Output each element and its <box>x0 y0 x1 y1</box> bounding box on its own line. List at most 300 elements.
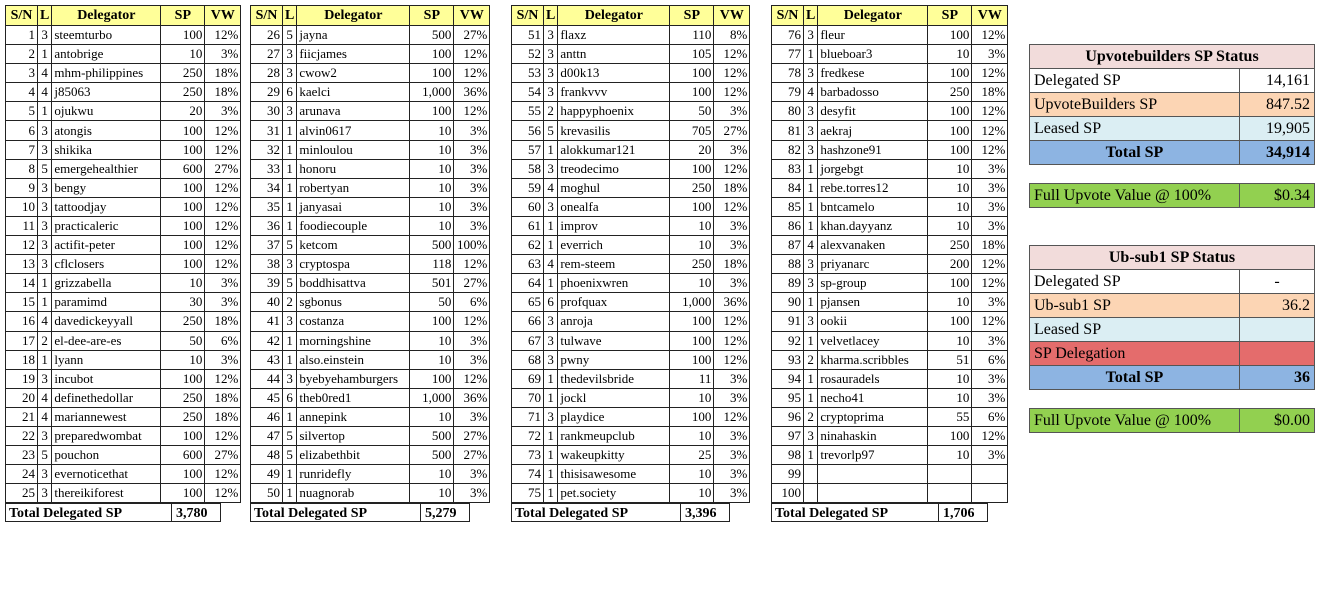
cell-vw: 12% <box>205 197 241 216</box>
cell-vw: 3% <box>454 465 490 484</box>
cell-sp: 250 <box>161 83 205 102</box>
cell-sn: 53 <box>512 64 544 83</box>
table-row <box>251 331 490 350</box>
cell-vw: 3% <box>454 407 490 426</box>
cell-sp: 55 <box>928 407 972 426</box>
total-delegated-value: 1,706 <box>939 503 988 522</box>
table-row <box>772 274 1008 293</box>
cell-delegator: cryptospa <box>297 255 410 274</box>
cell-sp: 50 <box>670 102 714 121</box>
cell-delegator: pouchon <box>52 446 161 465</box>
sub-delegated-label: Delegated SP <box>1030 270 1240 294</box>
cell-vw: 12% <box>205 236 241 255</box>
cell-l: 3 <box>283 255 297 274</box>
cell-delegator: anttn <box>558 45 670 64</box>
column-header-sp: SP <box>928 6 972 26</box>
sub-total-value: 36 <box>1240 366 1315 390</box>
cell-vw: 27% <box>714 121 750 140</box>
cell-vw <box>972 465 1008 484</box>
cell-l: 3 <box>544 45 558 64</box>
cell-sp: 10 <box>928 369 972 388</box>
cell-vw: 3% <box>454 216 490 235</box>
column-header-sp: SP <box>161 6 205 26</box>
table-row <box>6 121 241 140</box>
cell-sn: 19 <box>6 369 38 388</box>
cell-l: 3 <box>283 45 297 64</box>
cell-sp: 10 <box>928 388 972 407</box>
cell-sp: 250 <box>670 255 714 274</box>
cell-sp <box>928 484 972 503</box>
table-row <box>251 159 490 178</box>
cell-l: 4 <box>804 236 818 255</box>
cell-sn: 6 <box>6 121 38 140</box>
cell-l: 4 <box>38 407 52 426</box>
table-row <box>512 274 750 293</box>
cell-l: 2 <box>804 350 818 369</box>
cell-delegator: morningshine <box>297 331 410 350</box>
cell-sp: 10 <box>928 197 972 216</box>
cell-sn: 51 <box>512 26 544 45</box>
cell-vw: 12% <box>454 312 490 331</box>
table-row <box>772 350 1008 369</box>
cell-l: 1 <box>804 197 818 216</box>
cell-sp: 105 <box>670 45 714 64</box>
cell-delegator: barbadosso <box>818 83 928 102</box>
column-header-delegator: Delegator <box>818 6 928 26</box>
cell-delegator: ookii <box>818 312 928 331</box>
cell-sn: 62 <box>512 236 544 255</box>
cell-delegator: janyasai <box>297 197 410 216</box>
table-row <box>772 484 1008 503</box>
cell-delegator: arunava <box>297 102 410 121</box>
cell-vw: 12% <box>205 465 241 484</box>
table-row <box>6 159 241 178</box>
cell-delegator: also.einstein <box>297 350 410 369</box>
cell-delegator: improv <box>558 216 670 235</box>
cell-delegator: minloulou <box>297 140 410 159</box>
cell-l: 4 <box>38 83 52 102</box>
table-row <box>512 45 750 64</box>
cell-delegator: moghul <box>558 178 670 197</box>
cell-sp: 10 <box>670 388 714 407</box>
cell-sn: 28 <box>251 64 283 83</box>
cell-sn: 98 <box>772 446 804 465</box>
cell-sn: 56 <box>512 121 544 140</box>
cell-l: 4 <box>38 388 52 407</box>
cell-l: 1 <box>804 369 818 388</box>
cell-sn: 47 <box>251 426 283 445</box>
ub-full-upvote-table <box>1029 183 1315 208</box>
cell-vw: 27% <box>454 26 490 45</box>
table-row <box>772 293 1008 312</box>
cell-vw: 3% <box>972 293 1008 312</box>
table-row <box>251 236 490 255</box>
column-header-delegator: Delegator <box>52 6 161 26</box>
table-row <box>512 178 750 197</box>
cell-l: 1 <box>544 484 558 503</box>
column-header-l: L <box>38 6 52 26</box>
cell-sp: 10 <box>670 236 714 255</box>
cell-l: 6 <box>544 293 558 312</box>
cell-vw: 18% <box>972 236 1008 255</box>
cell-vw: 3% <box>972 446 1008 465</box>
cell-delegator: alexvanaken <box>818 236 928 255</box>
cell-l: 5 <box>283 426 297 445</box>
cell-vw: 3% <box>454 331 490 350</box>
cell-delegator: rankmeupclub <box>558 426 670 445</box>
cell-l: 3 <box>544 83 558 102</box>
cell-sp: 100 <box>161 236 205 255</box>
cell-l: 3 <box>38 140 52 159</box>
sub-full-upvote-table <box>1029 408 1315 433</box>
cell-sp: 100 <box>410 64 454 83</box>
table-row <box>251 121 490 140</box>
cell-delegator: fredkese <box>818 64 928 83</box>
table-row <box>6 369 241 388</box>
cell-vw: 12% <box>972 426 1008 445</box>
sub-fuv-label: Full Upvote Value @ 100% <box>1030 409 1240 433</box>
table-row <box>6 484 241 503</box>
total-delegated-label: Total Delegated SP <box>5 503 172 522</box>
cell-sn: 63 <box>512 255 544 274</box>
delegator-group-4 <box>771 5 1008 522</box>
cell-sn: 13 <box>6 255 38 274</box>
cell-delegator: trevorlp97 <box>818 446 928 465</box>
cell-vw: 3% <box>714 426 750 445</box>
cell-l: 1 <box>544 216 558 235</box>
cell-sn: 34 <box>251 178 283 197</box>
cell-sn: 87 <box>772 236 804 255</box>
cell-sp: 10 <box>161 274 205 293</box>
table-row <box>251 446 490 465</box>
column-header-delegator: Delegator <box>558 6 670 26</box>
cell-sn: 52 <box>512 45 544 64</box>
cell-delegator: bntcamelo <box>818 197 928 216</box>
table-row <box>6 236 241 255</box>
cell-l: 4 <box>544 255 558 274</box>
cell-sn: 20 <box>6 388 38 407</box>
delegator-table <box>5 5 241 503</box>
cell-vw: 36% <box>714 293 750 312</box>
cell-delegator: boddhisattva <box>297 274 410 293</box>
ub-fuv-value: $0.34 <box>1240 184 1315 208</box>
table-row <box>6 274 241 293</box>
cell-l: 3 <box>804 274 818 293</box>
cell-sn: 4 <box>6 83 38 102</box>
cell-sn: 93 <box>772 350 804 369</box>
table-row <box>6 255 241 274</box>
ubsub1-status-table <box>1029 245 1315 390</box>
table-row <box>512 140 750 159</box>
cell-vw: 12% <box>205 216 241 235</box>
cell-vw: 3% <box>454 159 490 178</box>
cell-sp: 100 <box>161 465 205 484</box>
column-header-delegator: Delegator <box>297 6 410 26</box>
ub-delegated-label: Delegated SP <box>1030 69 1240 93</box>
cell-delegator: davedickeyyall <box>52 312 161 331</box>
cell-sp: 100 <box>161 216 205 235</box>
cell-sp: 118 <box>410 255 454 274</box>
cell-delegator: rem-steem <box>558 255 670 274</box>
cell-sn: 58 <box>512 159 544 178</box>
table-row <box>6 45 241 64</box>
table-row <box>251 255 490 274</box>
column-header-vw: VW <box>972 6 1008 26</box>
cell-vw: 27% <box>454 274 490 293</box>
table-row <box>772 369 1008 388</box>
cell-sn: 7 <box>6 140 38 159</box>
cell-sp: 100 <box>161 121 205 140</box>
cell-sp: 600 <box>161 159 205 178</box>
cell-delegator: nuagnorab <box>297 484 410 503</box>
delegator-table <box>250 5 490 503</box>
cell-sn: 77 <box>772 45 804 64</box>
cell-delegator: pwny <box>558 350 670 369</box>
cell-l: 4 <box>38 64 52 83</box>
cell-delegator: wakeupkitty <box>558 446 670 465</box>
cell-sp: 10 <box>670 465 714 484</box>
cell-sn: 9 <box>6 178 38 197</box>
cell-vw: 3% <box>972 216 1008 235</box>
cell-sp: 10 <box>410 197 454 216</box>
total-delegated-value: 5,279 <box>421 503 470 522</box>
table-row <box>512 446 750 465</box>
table-row <box>512 159 750 178</box>
cell-l: 1 <box>804 446 818 465</box>
cell-l: 1 <box>38 293 52 312</box>
cell-delegator: fleur <box>818 26 928 45</box>
cell-delegator: robertyan <box>297 178 410 197</box>
cell-sn: 1 <box>6 26 38 45</box>
cell-l: 3 <box>804 26 818 45</box>
cell-sp: 10 <box>670 216 714 235</box>
delegator-group-1 <box>5 5 241 522</box>
cell-l: 2 <box>38 331 52 350</box>
cell-sp: 100 <box>410 45 454 64</box>
cell-vw: 3% <box>714 140 750 159</box>
cell-l: 1 <box>283 484 297 503</box>
cell-sn: 99 <box>772 465 804 484</box>
cell-vw: 12% <box>714 331 750 350</box>
cell-vw: 3% <box>714 216 750 235</box>
cell-sp: 10 <box>928 159 972 178</box>
cell-delegator: pjansen <box>818 293 928 312</box>
cell-l: 1 <box>283 121 297 140</box>
table-row <box>772 446 1008 465</box>
column-header-sp: SP <box>670 6 714 26</box>
sub-own-sp-value: 36.2 <box>1240 294 1315 318</box>
cell-sp: 250 <box>928 83 972 102</box>
table-row <box>772 64 1008 83</box>
cell-l: 1 <box>38 102 52 121</box>
cell-sn: 61 <box>512 216 544 235</box>
table-row <box>772 159 1008 178</box>
cell-sn: 12 <box>6 236 38 255</box>
cell-delegator: honoru <box>297 159 410 178</box>
cell-sn: 92 <box>772 331 804 350</box>
cell-delegator: phoenixwren <box>558 274 670 293</box>
cell-sn: 59 <box>512 178 544 197</box>
cell-l: 5 <box>283 274 297 293</box>
cell-l: 1 <box>544 140 558 159</box>
cell-delegator: d00k13 <box>558 64 670 83</box>
cell-l: 3 <box>544 64 558 83</box>
cell-l: 3 <box>38 255 52 274</box>
cell-delegator: el-dee-are-es <box>52 331 161 350</box>
table-row <box>251 484 490 503</box>
cell-l: 3 <box>804 426 818 445</box>
cell-sp: 25 <box>670 446 714 465</box>
cell-l: 3 <box>283 64 297 83</box>
table-row <box>251 216 490 235</box>
cell-delegator: j85063 <box>52 83 161 102</box>
cell-delegator: theb0red1 <box>297 388 410 407</box>
table-row <box>251 407 490 426</box>
cell-delegator: ketcom <box>297 236 410 255</box>
cell-delegator: kharma.scribbles <box>818 350 928 369</box>
cell-sn: 46 <box>251 407 283 426</box>
cell-vw: 6% <box>972 350 1008 369</box>
cell-delegator: preparedwombat <box>52 426 161 445</box>
cell-vw: 12% <box>205 121 241 140</box>
cell-delegator: alvin0617 <box>297 121 410 140</box>
cell-sp: 20 <box>670 140 714 159</box>
cell-l: 2 <box>804 407 818 426</box>
cell-l: 5 <box>38 159 52 178</box>
cell-delegator: playdice <box>558 407 670 426</box>
table-row <box>6 102 241 121</box>
table-row <box>251 45 490 64</box>
cell-sp: 500 <box>410 446 454 465</box>
cell-vw: 3% <box>714 446 750 465</box>
cell-l: 3 <box>804 140 818 159</box>
cell-l: 1 <box>38 350 52 369</box>
table-row <box>512 102 750 121</box>
table-row <box>6 388 241 407</box>
cell-delegator: necho41 <box>818 388 928 407</box>
cell-vw: 12% <box>714 197 750 216</box>
table-row <box>251 140 490 159</box>
cell-sn: 54 <box>512 83 544 102</box>
cell-delegator: elizabethbit <box>297 446 410 465</box>
column-header-sn: S/N <box>772 6 804 26</box>
cell-sn: 88 <box>772 255 804 274</box>
cell-sp: 705 <box>670 121 714 140</box>
cell-l: 1 <box>283 465 297 484</box>
cell-delegator: thereikiforest <box>52 484 161 503</box>
cell-l: 3 <box>38 178 52 197</box>
cell-delegator: atongis <box>52 121 161 140</box>
cell-sn: 64 <box>512 274 544 293</box>
cell-sp: 10 <box>928 331 972 350</box>
table-row <box>772 465 1008 484</box>
cell-vw: 12% <box>972 140 1008 159</box>
table-row <box>251 83 490 102</box>
cell-l: 1 <box>283 140 297 159</box>
cell-sp: 10 <box>410 465 454 484</box>
cell-sp: 100 <box>928 426 972 445</box>
cell-sn: 100 <box>772 484 804 503</box>
cell-sp: 100 <box>161 197 205 216</box>
table-row <box>251 178 490 197</box>
cell-sn: 79 <box>772 83 804 102</box>
cell-l: 1 <box>544 236 558 255</box>
cell-vw: 3% <box>714 236 750 255</box>
cell-delegator: rebe.torres12 <box>818 178 928 197</box>
cell-vw: 3% <box>714 274 750 293</box>
table-row <box>772 26 1008 45</box>
sub-delegated-value: - <box>1240 270 1315 294</box>
cell-l: 3 <box>283 102 297 121</box>
table-row <box>772 197 1008 216</box>
table-row <box>512 64 750 83</box>
total-delegated-row <box>5 503 241 522</box>
cell-l: 3 <box>804 121 818 140</box>
column-header-sn: S/N <box>251 6 283 26</box>
cell-vw: 3% <box>454 484 490 503</box>
cell-delegator: grizzabella <box>52 274 161 293</box>
table-row <box>251 369 490 388</box>
cell-vw: 3% <box>714 388 750 407</box>
cell-l: 3 <box>283 312 297 331</box>
cell-sn: 70 <box>512 388 544 407</box>
ub-delegated-value: 14,161 <box>1240 69 1315 93</box>
cell-delegator: onealfa <box>558 197 670 216</box>
cell-sp: 501 <box>410 274 454 293</box>
cell-delegator: bengy <box>52 178 161 197</box>
cell-sn: 44 <box>251 369 283 388</box>
cell-sn: 91 <box>772 312 804 331</box>
cell-sp: 10 <box>410 121 454 140</box>
table-row <box>6 83 241 102</box>
cell-delegator: paramimd <box>52 293 161 312</box>
cell-sn: 80 <box>772 102 804 121</box>
cell-sp: 100 <box>410 102 454 121</box>
cell-l: 5 <box>544 121 558 140</box>
cell-vw: 36% <box>454 83 490 102</box>
cell-delegator: everrich <box>558 236 670 255</box>
cell-vw: 12% <box>714 64 750 83</box>
cell-sp: 250 <box>161 64 205 83</box>
delegator-group-3 <box>511 5 750 522</box>
cell-delegator: cwow2 <box>297 64 410 83</box>
cell-vw: 3% <box>454 178 490 197</box>
cell-sn: 42 <box>251 331 283 350</box>
cell-vw: 12% <box>454 102 490 121</box>
cell-sn: 45 <box>251 388 283 407</box>
cell-sp: 10 <box>410 350 454 369</box>
cell-delegator: antobrige <box>52 45 161 64</box>
cell-vw: 12% <box>714 83 750 102</box>
cell-delegator: priyanarc <box>818 255 928 274</box>
cell-delegator: annepink <box>297 407 410 426</box>
cell-l: 3 <box>38 369 52 388</box>
cell-l: 4 <box>38 312 52 331</box>
cell-delegator: sgbonus <box>297 293 410 312</box>
cell-sp: 500 <box>410 26 454 45</box>
cell-delegator: practicaleric <box>52 216 161 235</box>
cell-vw: 12% <box>205 369 241 388</box>
cell-vw: 3% <box>714 465 750 484</box>
cell-sn: 29 <box>251 83 283 102</box>
cell-vw: 18% <box>205 64 241 83</box>
cell-delegator: tulwave <box>558 331 670 350</box>
cell-delegator: steemturbo <box>52 26 161 45</box>
table-row <box>512 121 750 140</box>
table-row <box>6 350 241 369</box>
cell-vw: 6% <box>454 293 490 312</box>
cell-sn: 55 <box>512 102 544 121</box>
